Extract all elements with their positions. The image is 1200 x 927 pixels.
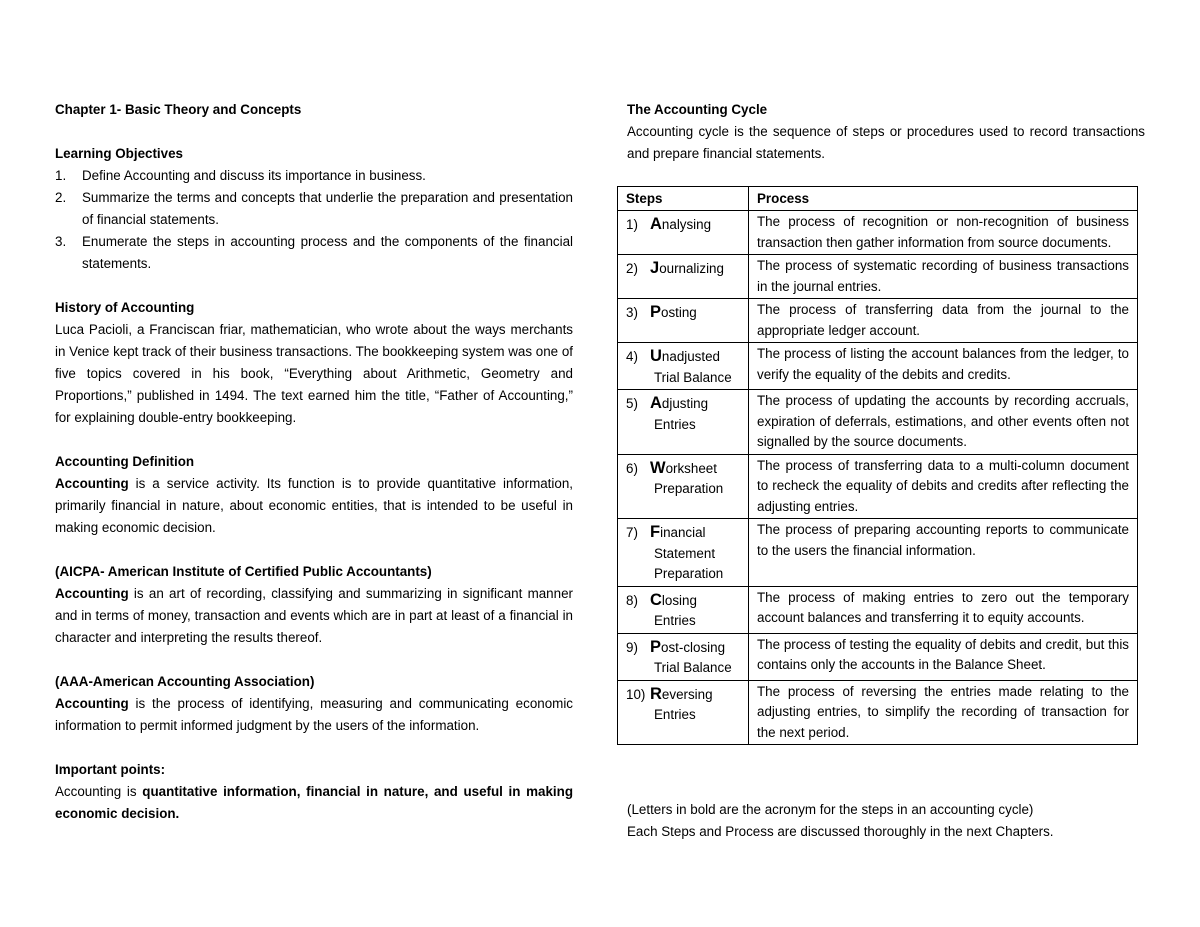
step-acronym-letter: A <box>650 394 662 412</box>
step-cell <box>618 454 749 519</box>
definition-paragraph: Accounting is a service activity. Its function is to provide quantitative information, primarily financial in nature, about economic entities, that is intended to be useful in making economic decision. <box>55 476 573 535</box>
chapters-note: Each Steps and Process are discussed thoroughly in the next Chapters. <box>627 824 1054 839</box>
step-name: losing <box>661 592 697 608</box>
step-name: nalysing <box>661 217 712 232</box>
list-item: 2. Summarize the terms and concepts that underlie the preparation and presentation of financial statements. <box>55 190 573 227</box>
process-cell: The process of transferring data from the journal to the appropriate ledger account. <box>749 299 1138 343</box>
step-cell <box>618 586 749 633</box>
step-number: 8) <box>626 592 638 608</box>
step-cell <box>618 390 749 455</box>
step-number: 6) <box>626 460 638 476</box>
process-cell: The process of recognition or non-recognition of business transaction then gather information from source documents. <box>749 211 1138 255</box>
process-cell: The process of listing the account balances from the ledger, to verify the equality of the debits and credits. <box>749 343 1138 390</box>
definition-heading: Accounting Definition <box>55 454 195 469</box>
step-name-continued: Entries <box>654 707 696 722</box>
step-acronym-letter: P <box>650 303 662 321</box>
aicpa-term: Accounting <box>55 586 129 601</box>
step-name-continued: Trial Balance <box>654 660 732 675</box>
step-cell <box>618 633 749 680</box>
step-cell <box>618 680 749 745</box>
cycle-heading: The Accounting Cycle <box>627 102 768 117</box>
list-item: 3. Enumerate the steps in accounting process and the components of the financial statements. <box>55 234 573 271</box>
step-number: 7) <box>626 525 638 540</box>
cycle-paragraph: Accounting cycle is the sequence of steps or procedures used to record transactions and prepare financial statements. <box>627 124 1145 161</box>
step-cell <box>618 343 749 390</box>
step-name-continued: Preparation <box>654 481 724 496</box>
right-column <box>627 99 1145 165</box>
step-name: ost-closing <box>661 639 726 655</box>
step-number: 10) <box>626 686 646 702</box>
aicpa-paragraph: Accounting is an art of recording, classifying and summarizing in significant manner and in terms of money, transaction and events which are in part at least of a financial in character and interpreting the results thereof. <box>55 586 573 645</box>
chapter-title: Chapter 1- Basic Theory and Concepts <box>55 102 302 117</box>
objectives-heading: Learning Objectives <box>55 146 183 161</box>
step-name-continued: Trial Balance <box>654 369 732 385</box>
table-row <box>618 454 1138 519</box>
step-cell <box>618 299 749 343</box>
step-acronym-letter: P <box>650 637 662 656</box>
step-acronym-letter: J <box>650 259 660 277</box>
accounting-cycle-table <box>617 186 1138 745</box>
table-row <box>618 390 1138 455</box>
list-item: 1. Define Accounting and discuss its importance in business. <box>55 168 426 183</box>
process-cell: The process of systematic recording of business transactions in the journal entries. <box>749 255 1138 299</box>
definition-term: Accounting <box>55 476 129 491</box>
step-acronym-letter: R <box>650 684 662 703</box>
step-acronym-letter: F <box>650 523 661 541</box>
points-heading: Important points: <box>55 762 166 777</box>
history-paragraph: Luca Pacioli, a Franciscan friar, mathematician, who wrote about the ways merchants in Venice kept track of their business transactions. The bookkeeping system was one of five topics covered in his book, “Everything about Arithmetic, Geometry and Proportions,” published in 1494. The text earned him the title, “Father of Accounting,” for explaining double-entry bookkeeping. <box>55 322 573 425</box>
points-paragraph: Accounting is quantitative information, financial in nature, and useful in making economic decision. <box>55 784 573 821</box>
table-row <box>618 211 1138 255</box>
aicpa-heading: (AICPA- American Institute of Certified Public Accountants) <box>55 564 432 579</box>
process-header: Process <box>749 187 1138 211</box>
step-cell <box>618 519 749 587</box>
step-number: 9) <box>626 639 638 655</box>
process-cell: The process of reversing the entries made relating to the adjusting entries, to simplify the recording of transaction for the next period. <box>749 680 1138 745</box>
table-notes <box>627 799 1147 843</box>
step-name: djusting <box>661 396 709 411</box>
step-name: inancial <box>660 525 706 540</box>
process-cell: The process of making entries to zero out the temporary account balances and transferring it to equity accounts. <box>749 586 1138 633</box>
step-number: 2) <box>626 261 638 276</box>
process-cell: The process of transferring data to a multi-column document to recheck the equality of debits and credits after reflecting the adjusting entries. <box>749 454 1138 519</box>
step-number: 4) <box>626 349 638 364</box>
aaa-heading: (AAA-American Accounting Association) <box>55 674 315 689</box>
aaa-term: Accounting <box>55 696 129 711</box>
table-row <box>618 343 1138 390</box>
table-row <box>618 519 1138 587</box>
step-name: eversing <box>661 686 713 702</box>
table-row <box>618 680 1138 745</box>
step-number: 3) <box>626 305 638 320</box>
step-name-continued: Entries <box>654 613 696 628</box>
table-row <box>618 633 1138 680</box>
left-column <box>55 99 573 825</box>
process-cell: The process of preparing accounting reports to communicate to the users the financial information. <box>749 519 1138 587</box>
history-heading: History of Accounting <box>55 300 195 315</box>
step-acronym-letter: A <box>650 215 662 233</box>
step-cell <box>618 211 749 255</box>
step-name: ournalizing <box>659 261 724 276</box>
table-row <box>618 586 1138 633</box>
step-name: orksheet <box>665 460 717 476</box>
step-number: 1) <box>626 217 638 232</box>
step-name: osting <box>661 305 697 320</box>
step-name-continued: Statement Preparation <box>654 545 724 581</box>
step-acronym-letter: C <box>650 590 662 609</box>
step-cell <box>618 255 749 299</box>
acronym-note: (Letters in bold are the acronym for the steps in an accounting cycle) <box>627 802 1034 817</box>
step-number: 5) <box>626 396 638 411</box>
step-name-continued: Entries <box>654 416 696 432</box>
table-row <box>618 299 1138 343</box>
table-row <box>618 255 1138 299</box>
steps-header: Steps <box>618 187 749 211</box>
process-cell: The process of updating the accounts by recording accruals, expiration of deferrals, estimations, and other events often not signalled by the source documents. <box>749 390 1138 455</box>
objectives-list <box>55 165 573 275</box>
step-acronym-letter: W <box>650 458 666 477</box>
table-header-row <box>618 187 1138 211</box>
aaa-paragraph: Accounting is the process of identifying, measuring and communicating economic information to permit informed judgment by the users of the information. <box>55 696 573 733</box>
step-acronym-letter: U <box>650 347 662 365</box>
step-name: nadjusted <box>661 349 720 364</box>
process-cell: The process of testing the equality of debits and credit, but this contains only the accounts in the Balance Sheet. <box>749 633 1138 680</box>
